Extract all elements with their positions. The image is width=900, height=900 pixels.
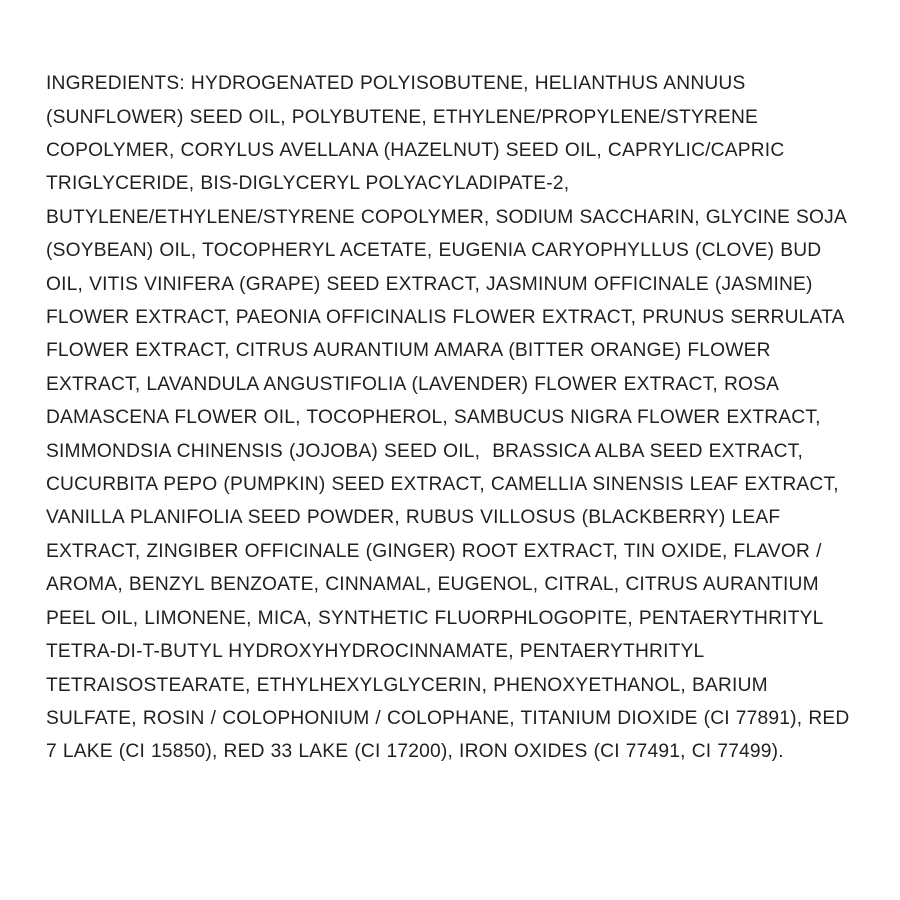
ingredients-paragraph: INGREDIENTS: HYDROGENATED POLYISOBUTENE, HELIANTHUS ANNUUS (SUNFLOWER) SEED OIL, POLYBUTENE, ETHYLENE/PROPYLENE/STYRENE COPOLYMER, CORYLUS AVELLANA (HAZELNUT) SEED OIL, CAPRYLIC/CAPRIC TRIGLYCERIDE, BIS-DIGLYCERYL POLYACYLADIPATE-2, BUTYLENE/ETHYLENE/STYRENE COPOLYMER, SODIUM SACCHARIN, GLYCINE SOJA (SOYBEAN) OIL, TOCOPHERYL ACETATE, EUGENIA CARYOPHYLLUS (CLOVE) BUD OIL, VITIS VINIFERA (GRAPE) SEED EXTRACT, JASMINUM OFFICINALE (JASMINE) FLOWER EXTRACT, PAEONIA OFFICINALIS FLOWER EXTRACT, PRUNUS SERRULATA FLOWER EXTRACT, CITRUS AURANTIUM AMARA (BITTER ORANGE) FLOWER EXTRACT, LAVANDULA ANGUSTIFOLIA (LAVENDER) FLOWER EXTRACT, ROSA DAMASCENA FLOWER OIL, TOCOPHEROL, SAMBUCUS NIGRA FLOWER EXTRACT, SIMMONDSIA CHINENSIS (JOJOBA) SEED OIL, BRASSICA ALBA SEED EXTRACT, CUCURBITA PEPO (PUMPKIN) SEED EXTRACT, CAMELLIA SINENSIS LEAF EXTRACT, VANILLA PLANIFOLIA SEED POWDER, RUBUS VILLOSUS (BLACKBERRY) LEAF EXTRACT, ZINGIBER OFFICINALE (GINGER) ROOT EXTRACT, TIN OXIDE, FLAVOR / AROMA, BENZYL BENZOATE, CINNAMAL, EUGENOL, CITRAL, CITRUS AURANTIUM PEEL OIL, LIMONENE, MICA, SYNTHETIC FLUORPHLOGOPITE, PENTAERYTHRITYL TETRA-DI-T-BUTYL HYDROXYHYDROCINNAMATE, PENTAERYTHRITYL TETRAISOSTEARATE, ETHYLHEXYLGLYCERIN, PHENOXYETHANOL, BARIUM SULFATE, ROSIN / COLOPHONIUM / COLOPHANE, TITANIUM DIOXIDE (CI 77891), RED 7 LAKE (CI 15850), RED 33 LAKE (CI 17200), IRON OXIDES (CI 77491, CI 77499). [46, 73, 856, 763]
